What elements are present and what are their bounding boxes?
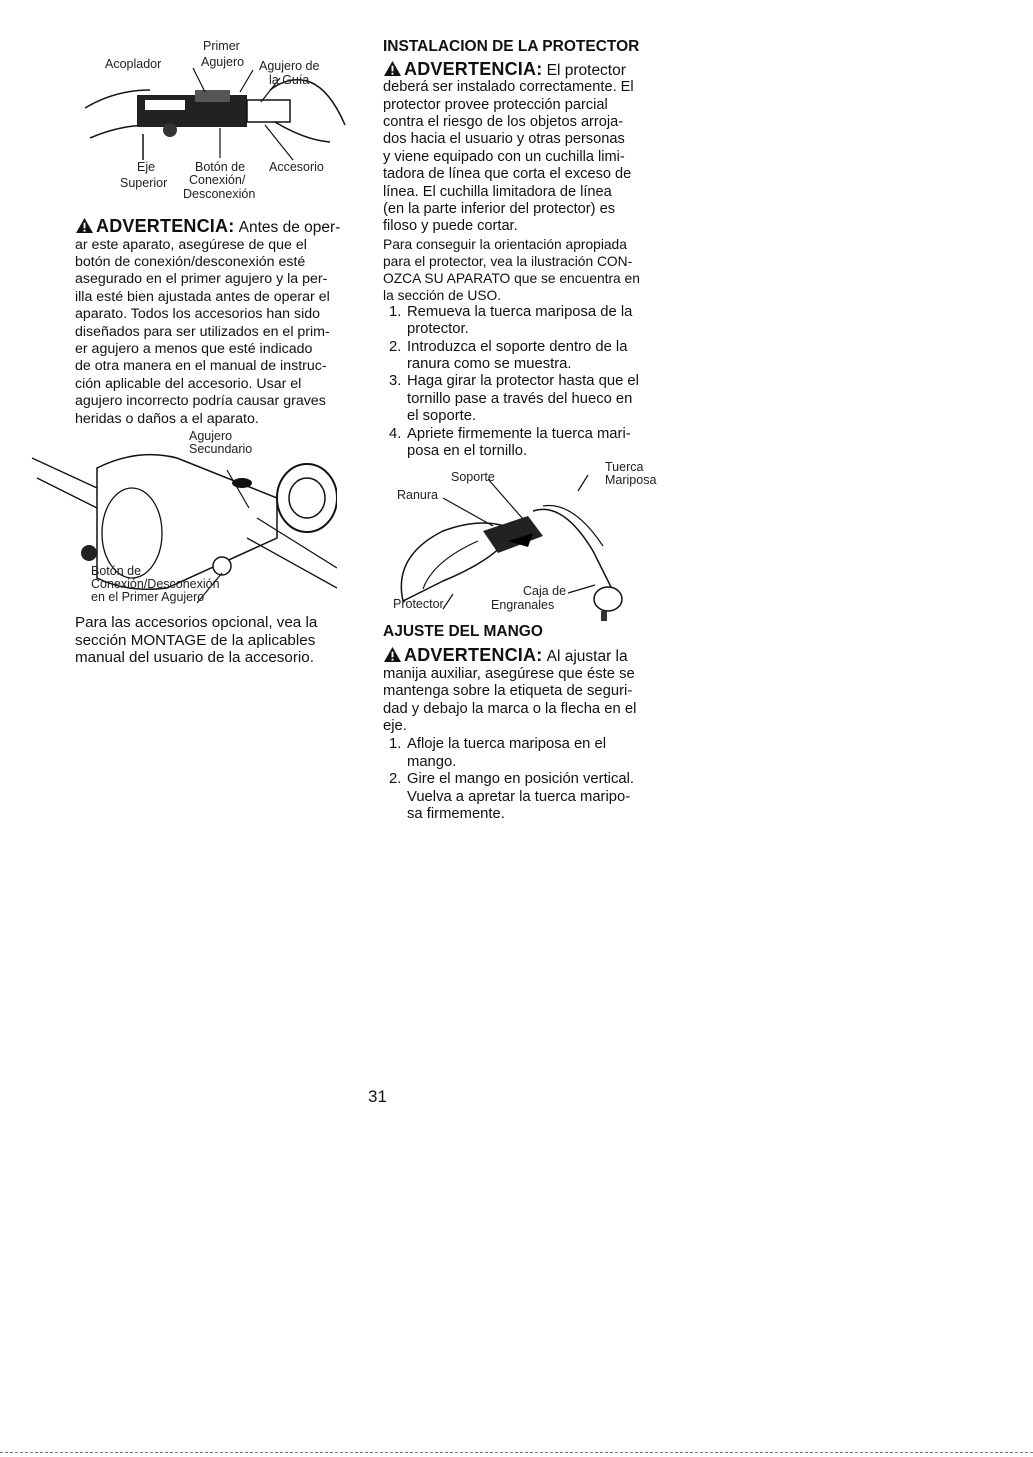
label-boton-de-2: Botón de (91, 564, 142, 579)
warning-2-line: tadora de línea que corta el exceso de (383, 166, 632, 183)
warning-3-line: eje. (383, 718, 407, 735)
warning-2-line: dos hacia el usuario y otras personas (383, 131, 625, 148)
warning-triangle-icon (383, 646, 402, 663)
left-tail-line: manual del usuario de la accesorio. (75, 649, 314, 667)
step-number: 2. (389, 338, 402, 355)
label-protector: Protector (393, 596, 444, 611)
step-line: sa firmemente. (407, 806, 505, 823)
step-line: Remueva la tuerca mariposa de la (407, 303, 633, 320)
warning-1-line: illa esté bien ajustada antes de operar el (75, 288, 330, 305)
left-column (75, 30, 355, 667)
label-tuerca: Tuerca (605, 459, 644, 474)
label-accesorio: Accesorio (269, 160, 324, 174)
warning-2-line: línea. El cuchilla limitadora de línea (383, 183, 612, 200)
mango-steps (383, 736, 673, 824)
label-agujero-de: Agujero de (259, 59, 320, 73)
label-secundario: Secundario (189, 442, 253, 457)
warning-1-line: diseñados para ser utilizados en el prim- (75, 323, 330, 340)
warning-1-line: agujero incorrecto podría causar graves (75, 393, 326, 410)
warning-3-line: dad y debajo la marca o la flecha en el (383, 700, 637, 717)
step-line: Introduzca el soporte dentro de la (407, 338, 628, 355)
warning-2-line: protector provee protección parcial (383, 96, 608, 113)
label-mariposa: Mariposa (605, 472, 657, 487)
label-desconexion: Desconexión (183, 187, 256, 201)
right-column (383, 38, 673, 824)
page-number: 31 (368, 1087, 387, 1106)
step-line: el soporte. (407, 408, 477, 425)
label-conexion-desconexion: Conexión/Desconexión (91, 577, 220, 592)
label-superior: Superior (120, 176, 168, 190)
step-number: 3. (389, 373, 402, 390)
label-agujero: Agujero (201, 55, 245, 69)
orientation-line: Para conseguir la orientación apropiada (383, 236, 627, 252)
warning-1-line: de otra manera en el manual de instruc- (75, 358, 327, 375)
section-heading-protector: INSTALACION DE LA PROTECTOR (383, 38, 640, 55)
step-line: Afloje la tuerca mariposa en el (407, 736, 607, 753)
warning-2-line: (en la parte inferior del protector) es (383, 201, 615, 218)
warning-3-line: mantenga sobre la etiqueta de seguri- (383, 683, 633, 700)
orientation-line: para el protector, vea la ilustración CON- (383, 253, 633, 269)
step-item (383, 304, 673, 339)
step-line: Gire el mango en posición vertical. (407, 771, 634, 788)
coupler-figure (75, 30, 355, 205)
warning-2-line: filoso y puede cortar. (383, 218, 518, 235)
section-heading-mango: AJUSTE DEL MANGO (383, 622, 543, 640)
step-line: mango. (407, 753, 457, 770)
warning-1-lead: Antes de oper- (238, 219, 341, 236)
warning-2-line: contra el riesgo de los objetos arroja- (383, 114, 624, 130)
warning-1-word: ADVERTENCIA: (96, 216, 235, 236)
step-item (383, 339, 673, 374)
warning-1-line: asegurado en el primer agujero y la per- (75, 271, 328, 288)
warning-triangle-icon (75, 217, 94, 234)
step-line: protector. (407, 321, 469, 338)
step-line: Haga girar la protector hasta que el (407, 373, 639, 390)
warning-3-lead: Al ajustar la (546, 648, 628, 666)
step-number: 4. (389, 425, 402, 442)
warning-1-line: ción aplicable del accesorio. Usar el (75, 375, 302, 392)
step-item (383, 736, 673, 771)
warning-1-line: ar este aparato, asegúrese de que el (75, 236, 307, 253)
warning-1-line: aparato. Todos los accesorios han sido (75, 306, 321, 323)
step-number: 2. (389, 771, 402, 788)
orientation-line: OZCA SU APARATO que se encuentra en (383, 270, 640, 286)
warning-2-line: y viene equipado con un cuchilla limi- (383, 148, 625, 165)
warning-1-line: botón de conexión/desconexión esté (75, 254, 306, 270)
step-number: 1. (389, 736, 402, 753)
step-item (383, 373, 673, 425)
warning-triangle-icon (383, 60, 402, 77)
bottom-divider (0, 1452, 1033, 1453)
step-line: ranura como se muestra. (407, 356, 572, 373)
warning-3-line: manija auxiliar, asegúrese que éste se (383, 665, 635, 682)
label-acoplador: Acoplador (105, 57, 162, 71)
step-item (383, 426, 673, 461)
label-eje: Eje (137, 160, 156, 174)
step-line: Vuelva a apretar la tuerca maripo- (407, 788, 631, 805)
warning-1-line: heridas o daños a el aparato. (75, 410, 259, 427)
step-line: tornillo pase a través del hueco en (407, 390, 633, 407)
label-agujero-secundario: Agujero (189, 429, 233, 444)
label-caja-de: Caja de (523, 583, 567, 598)
label-ranura: Ranura (397, 487, 438, 502)
step-item (383, 771, 673, 824)
warning-2-line: deberá ser instalado correctamente. El (383, 79, 634, 96)
label-conexion: Conexión/ (189, 173, 246, 187)
warning-1-line: er agujero a menos que esté indicado (75, 341, 313, 358)
warning-2-lead: El protector (546, 61, 626, 79)
optional-accessories-text (75, 614, 355, 667)
step-line: Apriete firmemente la tuerca mari- (407, 425, 631, 442)
left-tail-line: sección MONTAGE de la aplicables (75, 631, 316, 649)
label-primer-agujero: en el Primer Agujero (91, 590, 205, 605)
orientation-line: la sección de USO. (383, 287, 502, 303)
label-soporte: Soporte (451, 469, 495, 484)
warning-3-word: ADVERTENCIA: (404, 645, 543, 666)
label-boton-de: Botón de (195, 160, 246, 174)
protector-steps (383, 304, 673, 461)
protector-figure (383, 461, 673, 623)
warning-2-word: ADVERTENCIA: (404, 58, 543, 79)
label-primer: Primer (203, 39, 240, 53)
secondary-hole-figure (17, 428, 337, 618)
left-tail-line: Para las accesorios opcional, vea la (75, 614, 318, 632)
label-engranajes: Engranales (491, 597, 555, 612)
step-number: 1. (389, 303, 402, 320)
warning-1 (75, 217, 355, 428)
step-line: posa en el tornillo. (407, 443, 528, 460)
label-la-guia: la Guía (269, 73, 310, 87)
